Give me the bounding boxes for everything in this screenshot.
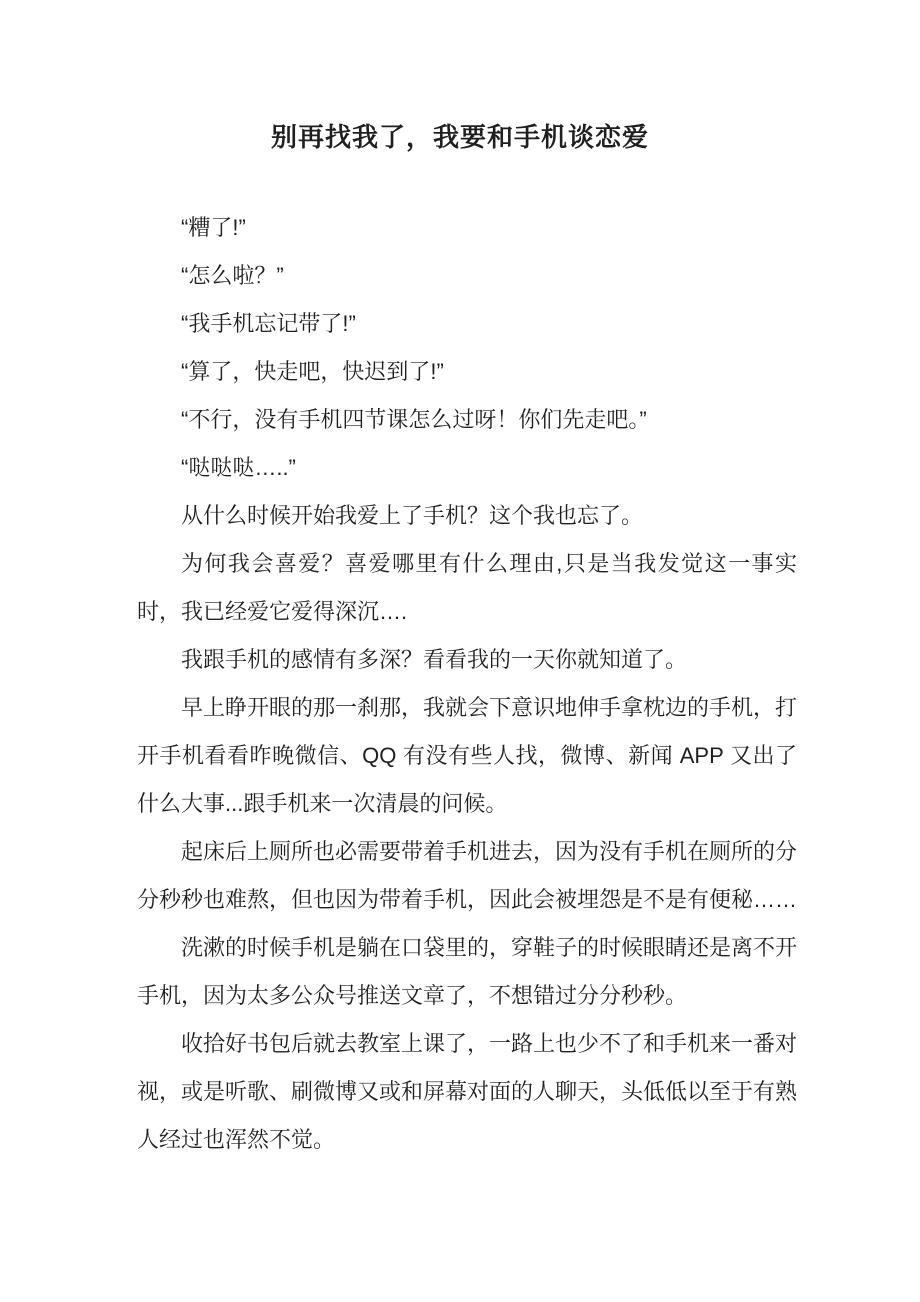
document-title: 别再找我了，我要和手机谈恋爱: [270, 122, 649, 152]
paragraph: 我跟手机的感情有多深？看看我的一天你就知道了。: [181, 647, 688, 672]
paragraph: “不行，没有手机四节课怎么过呀！你们先走吧。”: [181, 407, 647, 432]
paragraph: 从什么时候开始我爱上了手机？这个我也忘了。: [181, 503, 644, 528]
paragraph: 为何我会喜爱？喜爱哪里有什么理由,只是当我发觉这一事实时，我已经爱它爱得深沉….: [137, 551, 797, 624]
paragraph: “算了，快走吧，快迟到了!”: [181, 359, 444, 384]
paragraph: “怎么啦？”: [181, 263, 284, 288]
paragraph: 起床后上厕所也必需要带着手机进去，因为没有手机在厕所的分分秒秒也难熬，但也因为带着手机，因此会被埋怨是不是有便秘……: [137, 839, 798, 912]
paragraph: “我手机忘记带了!”: [181, 311, 356, 336]
paragraph: 洗漱的时候手机是躺在口袋里的，穿鞋子的时候眼睛还是离不开手机，因为太多公众号推送文章了，不想错过分分秒秒。: [137, 935, 798, 1008]
document-body: [137, 204, 797, 1164]
paragraph: 早上睁开眼的那一刹那，我就会下意识地伸手拿枕边的手机，打开手机看看昨晚微信、QQ 有没有些人找，微博、新闻 APP 又出了什么大事...跟手机来一次清晨的问候。: [137, 695, 798, 816]
paragraph: “糟了!”: [181, 215, 246, 240]
paragraph: “哒哒哒…..”: [181, 455, 296, 480]
paragraph: 收拾好书包后就去教室上课了，一路上也少不了和手机来一番对视，或是听歌、刷微博又或和屏幕对面的人聊天，头低低以至于有熟人经过也浑然不觉。: [137, 1031, 798, 1152]
